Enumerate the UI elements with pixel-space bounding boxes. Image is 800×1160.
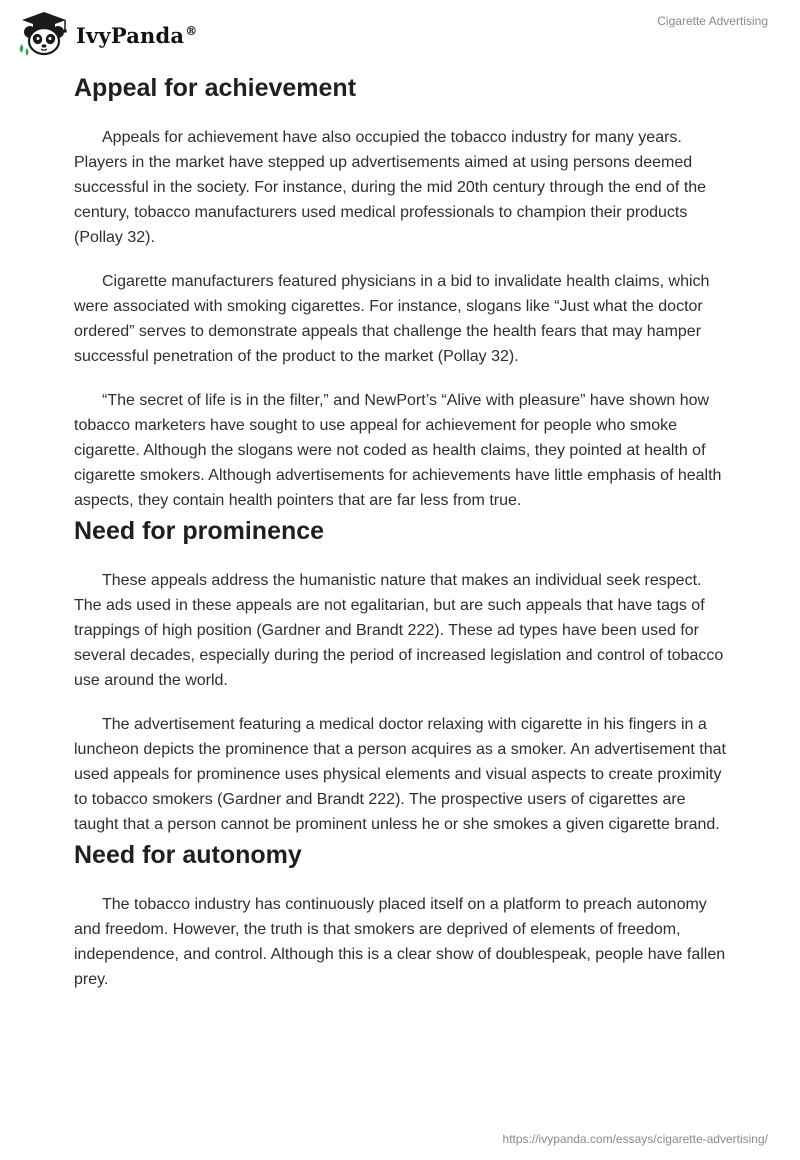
paragraph: These appeals address the humanistic nature that makes an individual seek respect. The ads used in these appeals are not egalitarian, but are such appeals that have tags of trappings of high position (Gardner and Brandt 222). These ad types have been used for several decades, especially during the period of increased legislation and control of tobacco use around the world.: [74, 572, 724, 689]
page-header: [0, 0, 800, 60]
paragraph: Appeals for achievement have also occupied the tobacco industry for many years. Players in the market have stepped up advertisements aimed at using persons deemed successful in the society. For instance, during the mid 20th century through the end of the century, tobacco manufacturers used medical professionals to champion their products (Pollay 32).: [74, 129, 707, 246]
panda-logo-icon: [16, 10, 72, 56]
document-title: Cigarette Advertising: [657, 14, 768, 28]
paragraph: The tobacco industry has continuously placed itself on a platform to preach autonomy and freedom. However, the truth is that smokers are deprived of elements of freedom, independence, and control. Although this is a clear show of doublespeak, people have fallen prey.: [74, 896, 726, 988]
paragraph: The advertisement featuring a medical doctor relaxing with cigarette in his fingers in a luncheon depicts the prominence that a person acquires as a smoker. An advertisement that used appeals for prominence uses physical elements and visual aspects to create proximity to tobacco smokers (Gardner and Brandt 222). The prospective users of cigarettes are taught that a person cannot be prominent unless he or she smokes a given cigarette brand.: [74, 716, 726, 833]
section-heading-prominence: Need for prominence: [74, 517, 325, 545]
brand-name: IvyPanda®: [76, 22, 198, 48]
paragraph: Cigarette manufacturers featured physicians in a bid to invalidate health claims, which were associated with smoking cigarettes. For instance, slogans like “Just what the doctor ordered” serves to demonstrate appeals that challenge the health fears that may hamper successful penetration of the product to the market (Pollay 32).: [74, 273, 710, 365]
section-heading-autonomy: Need for autonomy: [74, 841, 302, 869]
brand-logo[interactable]: [16, 10, 197, 56]
source-url-link[interactable]: https://ivypanda.com/essays/cigarette-advertising/: [502, 1132, 768, 1146]
paragraph: “The secret of life is in the filter,” and NewPort’s “Alive with pleasure” have shown how tobacco marketers have sought to use appeal for achievement for people who smoke cigarette. Although the slogans were not coded as health claims, they pointed at health of cigarette smokers. Although advertisements for achievements have little emphasis of health aspects, they contain health pointers that are far less from true.: [74, 392, 722, 509]
essay-body: [74, 70, 726, 992]
section-heading-achievement: Appeal for achievement: [74, 74, 357, 102]
